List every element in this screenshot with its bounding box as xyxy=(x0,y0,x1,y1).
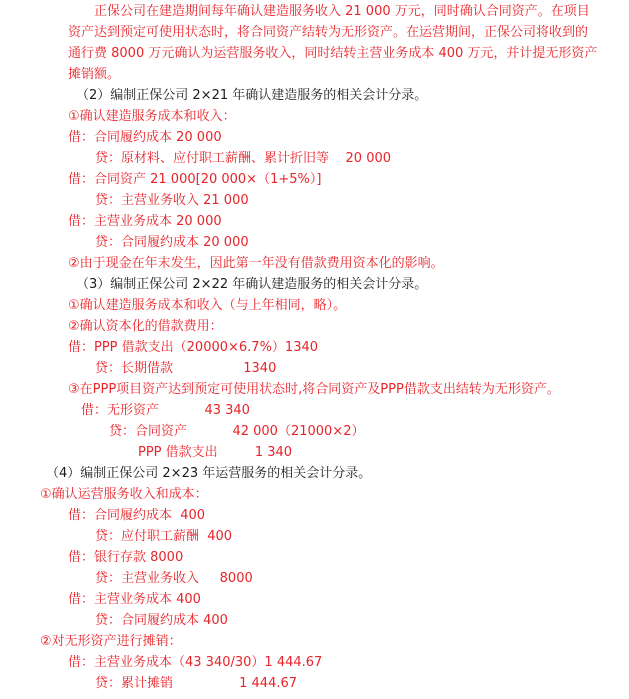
intro-line-3: 通行费 8000 万元确认为运营服务收入，同时结转主营业务成本 400 万元，并计提无形资产 xyxy=(68,46,598,61)
step-heading: ①确认建造服务成本和收入： xyxy=(68,109,236,124)
journal-debit-line: 借：主营业务成本 400 xyxy=(68,592,201,607)
journal-debit-line: 借：合同履约成本 20 000 xyxy=(68,130,222,145)
journal-credit-line: 贷：原材料、应付职工薪酬、累计折旧等 20 000 xyxy=(95,151,392,166)
journal-debit-line: 借：无形资产 43 340 xyxy=(81,403,250,418)
step-heading: ①确认运营服务收入和成本： xyxy=(40,487,208,502)
journal-credit-line: 贷：合同履约成本 20 000 xyxy=(95,235,249,250)
intro-line-4: 摊销额。 xyxy=(68,67,121,82)
section-heading-2: （2）编制正保公司 2×21 年确认建造服务的相关会计分录。 xyxy=(76,88,428,103)
step-heading: ③在PPP项目资产达到预定可使用状态时,将合同资产及PPP借款支出结转为无形资产。 xyxy=(68,382,560,397)
journal-credit-line: PPP 借款支出 1 340 xyxy=(138,445,293,460)
journal-debit-line: 借：主营业务成本 20 000 xyxy=(68,214,222,229)
journal-credit-line: 贷：累计摊销 1 444.67 xyxy=(95,676,298,691)
journal-debit-line: 借：PPP 借款支出（20000×6.7%）1340 xyxy=(68,340,319,355)
journal-credit-line: 贷：合同履约成本 400 xyxy=(95,613,228,628)
journal-credit-line: 贷：应付职工薪酬 400 xyxy=(95,529,233,544)
step-heading: ②对无形资产进行摊销： xyxy=(40,634,182,649)
section-heading-3: （3）编制正保公司 2×22 年确认建造服务的相关会计分录。 xyxy=(76,277,428,292)
section-heading-4: （4）编制正保公司 2×23 年运营服务的相关会计分录。 xyxy=(46,466,372,481)
journal-debit-line: 借：合同履约成本 400 xyxy=(68,508,206,523)
journal-credit-line: 贷：主营业务收入 8000 xyxy=(95,571,253,586)
intro-line-1: 正保公司在建造期间每年确认建造服务收入 21 000 万元，同时确认合同资产。在项目 xyxy=(94,4,590,19)
step-heading: ②确认资本化的借款费用： xyxy=(68,319,223,334)
journal-credit-line: 贷：主营业务收入 21 000 xyxy=(95,193,249,208)
journal-debit-line: 借：主营业务成本（43 340/30）1 444.67 xyxy=(68,655,323,670)
intro-line-2: 资产达到预定可使用状态时，将合同资产结转为无形资产。在运营期间，正保公司将收到的 xyxy=(68,25,589,40)
journal-credit-line: 贷：合同资产 42 000（21000×2） xyxy=(109,424,365,439)
journal-debit-line: 借：合同资产 21 000[20 000×（1+5%）] xyxy=(68,172,322,187)
journal-credit-line: 贷：长期借款 1340 xyxy=(95,361,277,376)
step-heading: ①确认建造服务成本和收入（与上年相同，略）。 xyxy=(68,298,347,313)
journal-debit-line: 借：银行存款 8000 xyxy=(68,550,184,565)
step-heading: ②由于现金在年末发生，因此第一年没有借款费用资本化的影响。 xyxy=(68,256,444,271)
